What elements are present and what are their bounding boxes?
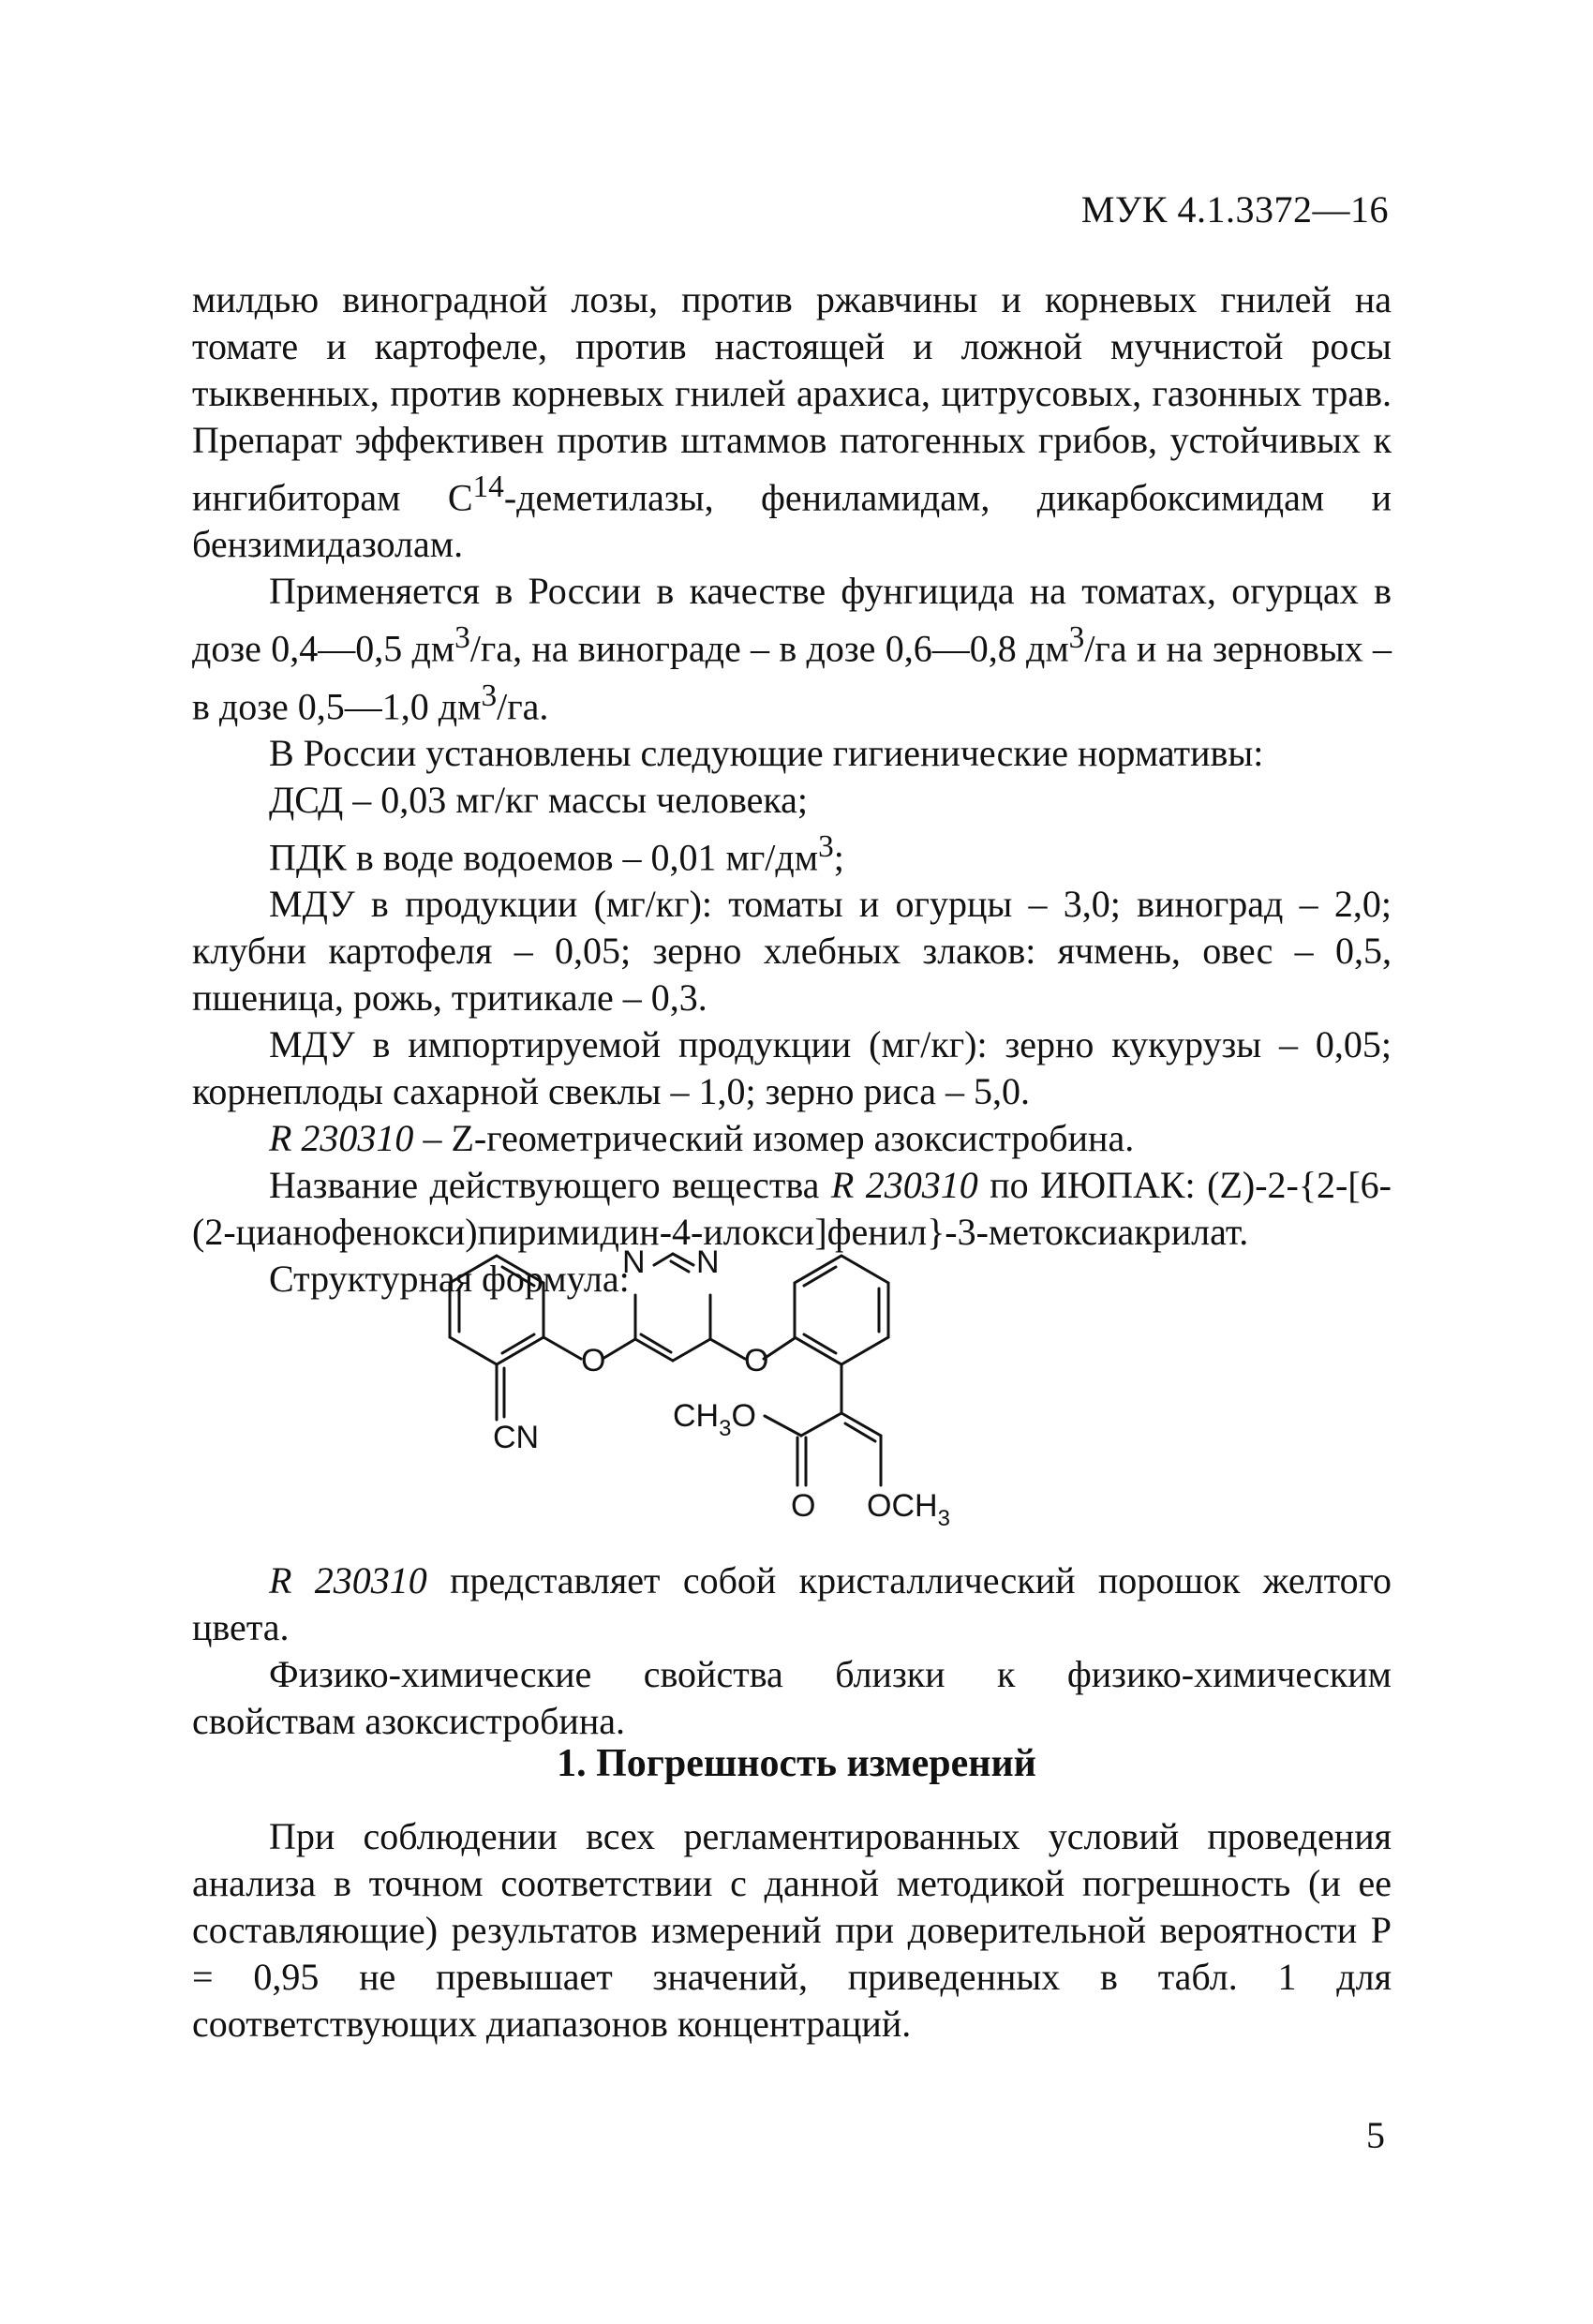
paragraph-usage: милдью виноградной лозы, против ржавчины и корневых гнилей на томате и картофеле, против настоящей и ложной мучнистой росы тыквенных, против корневых гнилей арахиса, цитрусовых, газонных трав. Препарат эффективен против штаммов патогенных грибов, устойчивых к ингибиторам $С^{14}$-деметилазы, фениламидам, дикарбоксимидам и бензимидазолам. [192,278,1392,566]
paragraph-measurement-error: При соблюдении всех регламентированных условий проведения анализа в точном соответствии с данной методикой погрешность (и ее составляющие) результатов измерений при доверительной вероятности Р = 0,95 не превышает значений, приведенных в табл. 1 для соответствующих диапазонов концентраций. [192,1815,1392,2045]
ether-oxygen-left: O [581,1343,606,1378]
page-number: 5 [1366,2114,1385,2156]
paragraph-dsd: ДСД – 0,03 мг/кг массы человека; [269,778,809,821]
body-text-middle [192,1557,1392,1745]
paragraph-pdk: ПДК в воде водоемов – 0,01 $мг/дм^3$; [269,828,844,879]
paragraph-mdu-products: МДУ в продукции (мг/кг): томаты и огурцы – 3,0; виноград – 2,0; клубни картофеля – 0,05; зерно хлебных злаков: ячмень, овес – 0,5, пшеница, рожь, тритикале – 0,3. [192,883,1392,1020]
section-heading: 1. Погрешность измерений [557,1742,1036,1785]
paragraph-application: Применяется в России в качестве фунгицида на томатах, огурцах в дозе 0,4—0,5 $дм^3/га$, на винограде – в дозе 0,6—0,8 $дм^3/га$ и на зерновых – в дозе 0,5—1,0 $дм^3/га$. [192,570,1392,727]
ester-methyl: $CH_3O$ [673,1398,756,1441]
body-text-upper [192,276,1392,1303]
ether-oxygen-right: O [744,1343,769,1378]
structural-formula-drawing [422,1218,1115,1565]
paragraph-mdu-imported: МДУ в импортируемой продукции (мг/кг): зерно кукурузы – 0,05; корнеплоды сахарной свеклы – 1,0; зерно риса – 5,0. [192,1023,1392,1113]
paragraph-isomer: R 230310 – Z-геометрический изомер азоксистробина. [269,1117,1135,1160]
paragraph-iupac-name: Название действующего вещества R 230310 по ИЮПАК: (Z)-2-{2-[6-(2-цианофенокси)пиримидин-4-илокси]фенил}-3-метоксиакрилат. [192,1164,1392,1254]
pyrimidine-nitrogen-left: N [622,1244,646,1280]
body-text-lower [192,1813,1392,2048]
methoxy-group: $OCH_3$ [867,1488,950,1531]
structural-formula [422,1218,1115,1565]
document-code: МУК 4.1.3372—16 [1080,188,1389,231]
paragraph-structural-formula-label: Структурная формула: [269,1258,630,1301]
paragraph-norms-intro: В России установлены следующие гигиенические нормативы: [269,731,1264,774]
carbonyl-oxygen: O [791,1488,816,1524]
nitrile-group: CN [493,1420,540,1455]
pyrimidine-nitrogen-right: N [696,1244,720,1280]
paragraph-properties: Физико-химические свойства близки к физико-химическим свойствам азоксистробина. [192,1653,1392,1742]
paragraph-appearance: R 230310 представляет собой кристаллический порошок желтого цвета. [192,1559,1392,1648]
